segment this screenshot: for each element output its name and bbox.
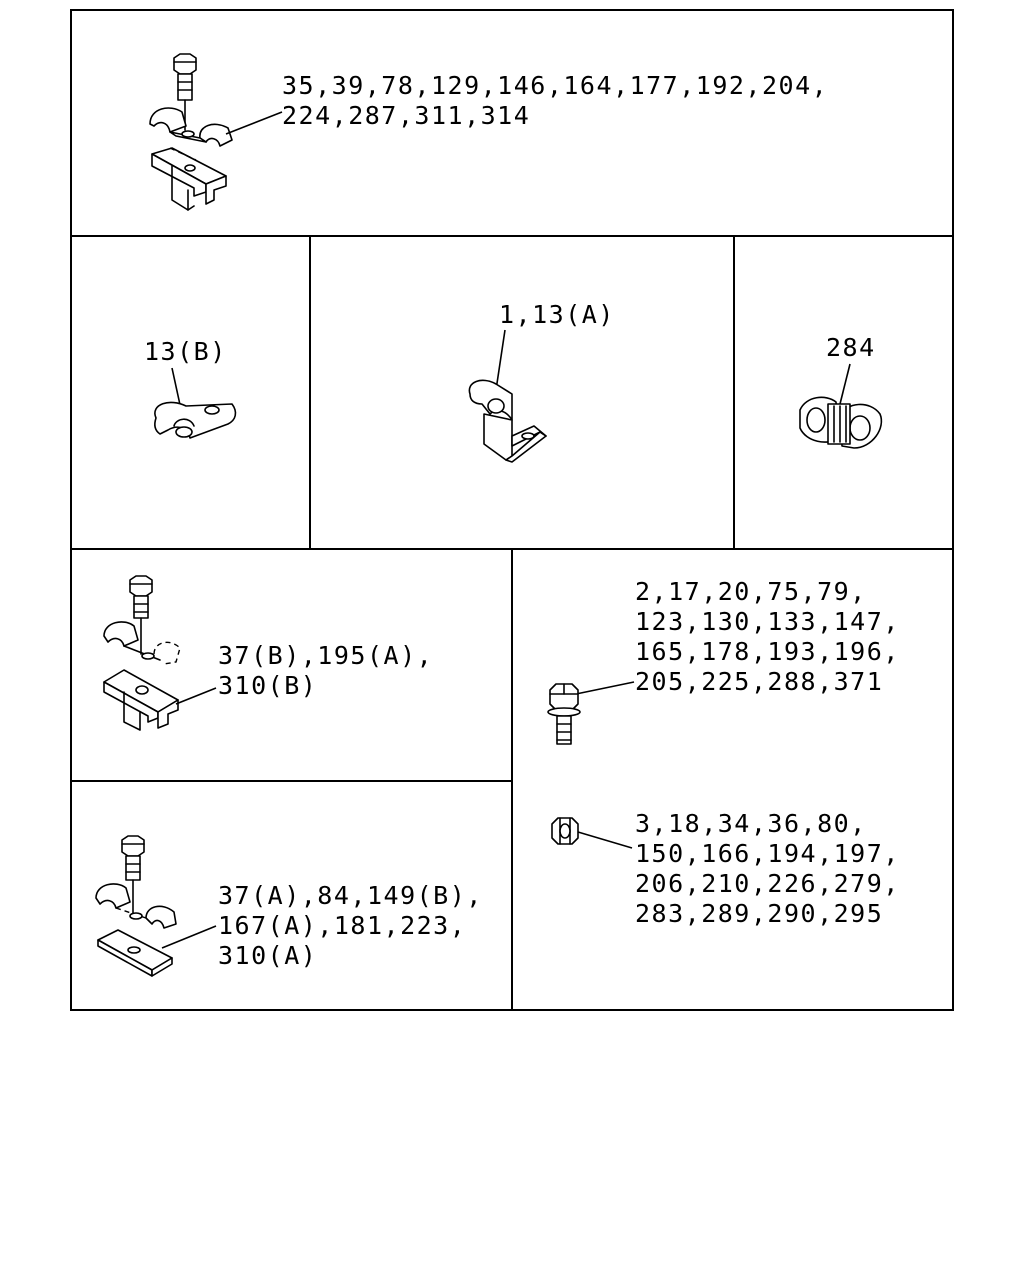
clamp-icon [96, 884, 176, 928]
bolt-label-2: 123,130,133,147, [635, 607, 900, 636]
clip-13b-label: 13(B) [144, 337, 227, 366]
plate-icon [98, 930, 172, 976]
nut-icon [552, 818, 578, 844]
double-clip-label: 284 [826, 333, 876, 362]
clamp-set-37b-label-2: 310(B) [218, 671, 318, 700]
panel-top-clamp-set [150, 54, 828, 210]
clamp-set-37a-label-1: 37(A),84,149(B), [218, 881, 483, 910]
top-clamp-label-1: 35,39,78,129,146,164,177,192,204, [282, 71, 829, 100]
clamp-icon [155, 402, 236, 438]
nut-label-4: 283,289,290,295 [635, 899, 884, 928]
nut-label-3: 206,210,226,279, [635, 869, 900, 898]
clamp-icon [150, 108, 232, 146]
panel-clip-13b [144, 337, 235, 438]
panel-clamp-set-37b [104, 576, 433, 730]
panel-bracket-clip [469, 300, 614, 462]
bracket-icon [104, 670, 178, 730]
panel-bolt-nut [548, 577, 900, 928]
top-clamp-label-2: 224,287,311,314 [282, 101, 531, 130]
clamp-set-37a-label-3: 310(A) [218, 941, 318, 970]
nut-label-2: 150,166,194,197, [635, 839, 900, 868]
panel-double-clip [800, 333, 881, 448]
bolt-label-1: 2,17,20,75,79, [635, 577, 867, 606]
clamp-icon [104, 622, 180, 664]
panel-clamp-set-37a [96, 836, 483, 976]
bolt-label-4: 205,225,288,371 [635, 667, 884, 696]
bracket-clip-label: 1,13(A) [499, 300, 615, 329]
bracket-icon [152, 148, 226, 210]
nut-label-1: 3,18,34,36,80, [635, 809, 867, 838]
double-clip-icon [800, 397, 881, 448]
bracket-icon [469, 380, 546, 462]
clamp-set-37b-label-1: 37(B),195(A), [218, 641, 434, 670]
clamp-set-37a-label-2: 167(A),181,223, [218, 911, 467, 940]
bolt-icon [548, 684, 580, 744]
bolt-label-3: 165,178,193,196, [635, 637, 900, 666]
